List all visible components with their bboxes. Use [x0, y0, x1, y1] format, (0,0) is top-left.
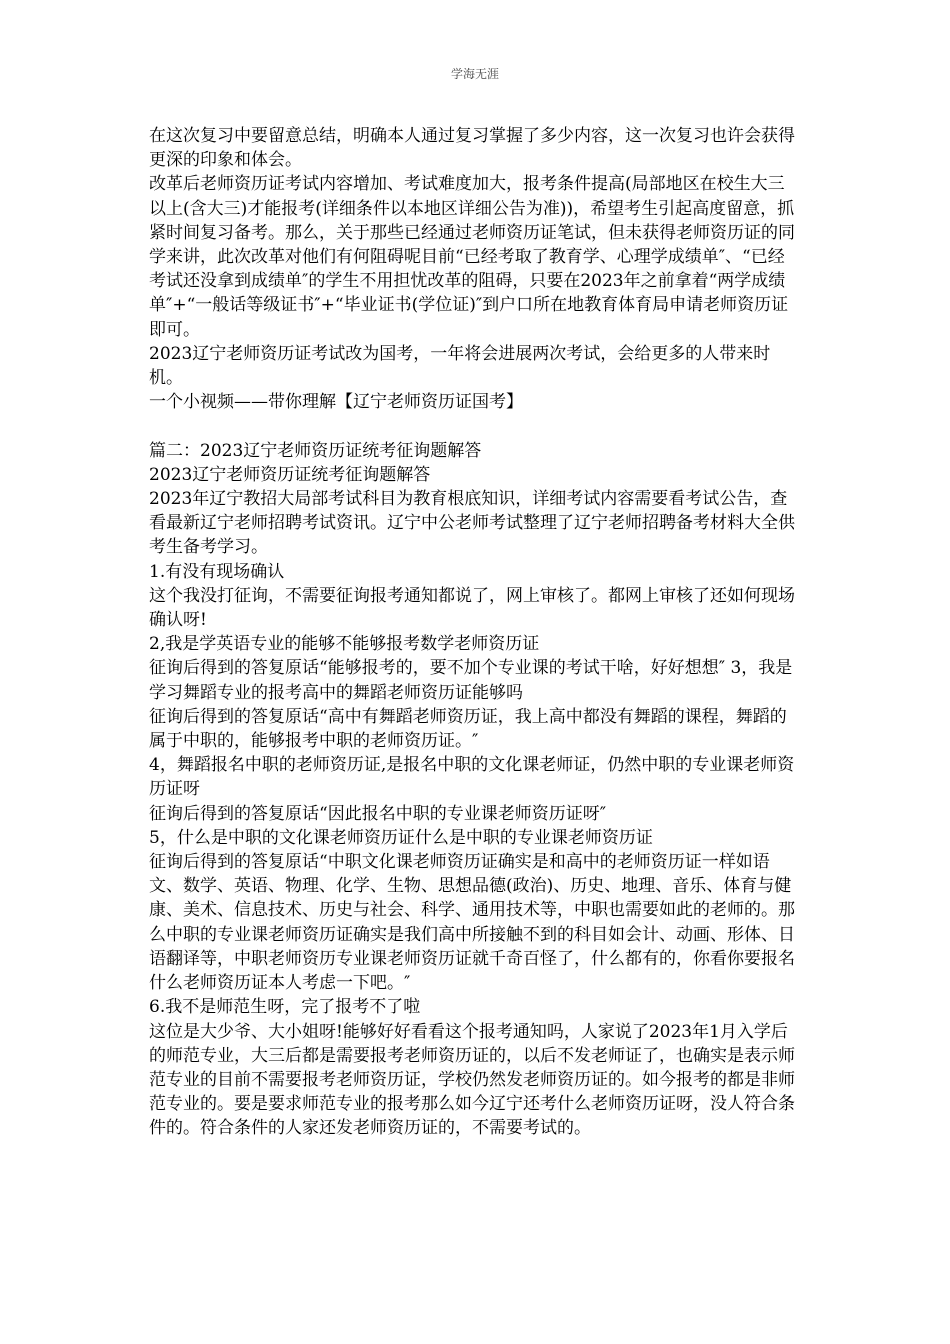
answer: 征询后得到的答复原话“能够报考的，要不加个专业课的考试干啥，好好想想″ 3，我是学习舞蹈专业的报考高中的舞蹈老师资历证能够吗	[149, 658, 793, 703]
answer: 征询后得到的答复原话“因此报名中职的专业课老师资历证呀″	[149, 803, 607, 824]
paragraph: 2023年辽宁教招大局部考试科目为教育根底知识，详细考试内容需要看考试公告，查看最新辽宁老师招聘考试资讯。辽宁中公老师考试整理了辽宁老师招聘备考材料大全供考生备考学习。	[149, 489, 795, 558]
paragraph: 改革后老师资历证考试内容增加、考试难度加大，报考条件提高(局部地区在校生大三以上(含大三)才能报考(详细条件以本地区详细公告为准))，希望考生引起高度留意，抓紧时间复习备考。那么，关于那些已经通过老师资历证笔试，但未获得老师资历证的同学来讲，此次改革对他们有何阻碍呢目前“已经考取了教育学、心理学成绩单″、“已经考试还没拿到成绩单″的学生不用担忧改革的阻碍，只要在2023年之前拿着“两学成绩单″+“一般话等级证书″+“毕业证书(学位证)″到户口所在地教育体育局申请老师资历证即可。	[149, 174, 795, 340]
blank-line	[149, 414, 797, 438]
question: 6.我不是师范生呀，完了报考不了啦	[149, 997, 421, 1018]
answer: 征询后得到的答复原话“中职文化课老师资历证确实是和高中的老师资历证一样如语文、数学、英语、物理、化学、生物、思想品德(政治)、历史、地理、音乐、体育与健康、美术、信息技术、历史与社会、科学、通用技术等，中职也需要如此的老师的。那么中职的专业课老师资历证确实是我们高中所接触不到的科目如会计、动画、形体、日语翻译等，中职老师资历专业课老师资历证就千奇百怪了，什么都有的，你看你要报名什么老师资历证本人考虑一下吧。″	[149, 852, 795, 994]
question: 4，舞蹈报名中职的老师资历证,是报名中职的文化课老师证，仍然中职的专业课老师资历证呀	[149, 755, 795, 800]
question: 5，什么是中职的文化课老师资历证什么是中职的专业课老师资历证	[149, 827, 653, 848]
section-subtitle: 2023辽宁老师资历证统考征询题解答	[149, 464, 431, 485]
paragraph: 一个小视频——带你理解【辽宁老师资历证国考】	[149, 392, 523, 413]
question: 1.有没有现场确认	[149, 561, 285, 582]
paragraph: 在这次复习中要留意总结，明确本人通过复习掌握了多少内容，这一次复习也许会获得更深的印象和体会。	[149, 126, 795, 171]
question: 2,我是学英语专业的能够不能够报考数学老师资历证	[149, 634, 540, 655]
page-header: 学海无涯	[450, 67, 499, 81]
document-body	[149, 124, 797, 1141]
answer: 这位是大少爷、大小姐呀!能够好好看看这个报考通知吗，人家说了2023年1月入学后的师范专业，大三后都是需要报考老师资历证的，以后不发老师证了，也确实是表示师范专业的目前不需要报考老师资历证，学校仍然发老师资历证的。如今报考的都是非师范专业的。要是要求师范专业的报考那么如今辽宁还考什么老师资历证呀，没人符合条件的。符合条件的人家还发老师资历证的，不需要考试的。	[149, 1021, 795, 1139]
answer: 这个我没打征询，不需要征询报考通知都说了，网上审核了。都网上审核了还如何现场确认呀!	[149, 585, 795, 631]
answer: 征询后得到的答复原话“高中有舞蹈老师资历证，我上高中都没有舞蹈的课程，舞蹈的属于中职的，能够报考中职的老师资历证。″	[149, 706, 787, 752]
section-title: 篇二：2023辽宁老师资历证统考征询题解答	[149, 440, 482, 461]
paragraph: 2023辽宁老师资历证考试改为国考，一年将会进展两次考试，会给更多的人带来时机。	[149, 343, 771, 389]
